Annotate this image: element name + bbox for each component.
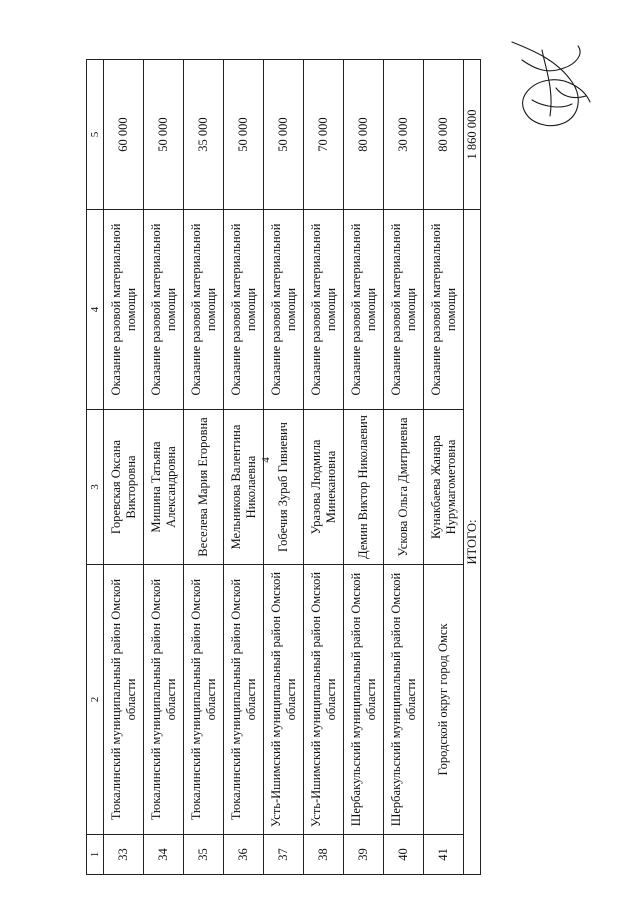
purpose-cell: Оказание разовой материальной помощи bbox=[184, 210, 224, 410]
purpose-cell: Оказание разовой материальной помощи bbox=[224, 210, 264, 410]
district-cell: Шербакульский муниципальный район Омской области bbox=[344, 565, 384, 835]
table-row bbox=[384, 60, 424, 875]
recipient-name-cell: Веселева Мария Егоровна bbox=[184, 410, 224, 565]
purpose-cell: Оказание разовой материальной помощи bbox=[424, 210, 464, 410]
district-cell: Тюкалинский муниципальный район Омской области bbox=[104, 565, 144, 835]
purpose-cell: Оказание разовой материальной помощи bbox=[104, 210, 144, 410]
district-cell: Шербакульский муниципальный район Омской области bbox=[384, 565, 424, 835]
district-cell: Усть-Ишимский муниципальный район Омской области bbox=[304, 565, 344, 835]
district-cell: Тюкалинский муниципальный район Омской области bbox=[224, 565, 264, 835]
column-number-header: 3 bbox=[87, 410, 104, 565]
purpose-cell: Оказание разовой материальной помощи bbox=[304, 210, 344, 410]
purpose-cell: Оказание разовой материальной помощи bbox=[264, 210, 304, 410]
rotated-table-container bbox=[86, 60, 479, 875]
district-cell: Усть-Ишимский муниципальный район Омской области bbox=[264, 565, 304, 835]
recipient-name-cell: Демин Виктор Николаевич bbox=[344, 410, 384, 565]
amount-cell: 50 000 bbox=[144, 60, 184, 210]
amount-cell: 50 000 bbox=[264, 60, 304, 210]
row-number: 33 bbox=[104, 835, 144, 875]
table-row bbox=[344, 60, 384, 875]
column-number-header: 2 bbox=[87, 565, 104, 835]
page-number: 4 bbox=[260, 457, 272, 463]
assistance-table bbox=[86, 59, 481, 875]
recipient-name-cell: Мишина Татьяна Александровна bbox=[144, 410, 184, 565]
amount-cell: 70 000 bbox=[304, 60, 344, 210]
district-cell: Тюкалинский муниципальный район Омской области bbox=[184, 565, 224, 835]
row-number: 34 bbox=[144, 835, 184, 875]
purpose-cell: Оказание разовой материальной помощи bbox=[344, 210, 384, 410]
table-row bbox=[144, 60, 184, 875]
purpose-cell: Оказание разовой материальной помощи bbox=[384, 210, 424, 410]
total-label: ИТОГО: bbox=[464, 210, 481, 875]
recipient-name-cell: Мельникова Валентина Николаевна bbox=[224, 410, 264, 565]
table-row bbox=[424, 60, 464, 875]
row-number: 40 bbox=[384, 835, 424, 875]
purpose-cell: Оказание разовой материальной помощи bbox=[144, 210, 184, 410]
row-number: 36 bbox=[224, 835, 264, 875]
row-number: 39 bbox=[344, 835, 384, 875]
amount-cell: 80 000 bbox=[344, 60, 384, 210]
column-number-header: 5 bbox=[87, 60, 104, 210]
table-row bbox=[224, 60, 264, 875]
recipient-name-cell: Ускова Ольга Дмитриевна bbox=[384, 410, 424, 565]
table-row bbox=[264, 60, 304, 875]
table-row bbox=[104, 60, 144, 875]
amount-cell: 30 000 bbox=[384, 60, 424, 210]
row-number: 38 bbox=[304, 835, 344, 875]
amount-cell: 80 000 bbox=[424, 60, 464, 210]
row-number: 35 bbox=[184, 835, 224, 875]
column-number-header: 1 bbox=[87, 835, 104, 875]
column-number-row bbox=[87, 60, 104, 875]
recipient-name-cell: Уразова Людмила Минекановна bbox=[304, 410, 344, 565]
amount-cell: 50 000 bbox=[224, 60, 264, 210]
recipient-name-cell: Кунакбаева Жанара Нурумагометовна bbox=[424, 410, 464, 565]
row-number: 37 bbox=[264, 835, 304, 875]
handwritten-signature bbox=[502, 30, 598, 134]
district-cell: Городской округ город Омск bbox=[424, 565, 464, 835]
table-row bbox=[184, 60, 224, 875]
total-value: 1 860 000 bbox=[464, 60, 481, 210]
column-number-header: 4 bbox=[87, 210, 104, 410]
district-cell: Тюкалинский муниципальный район Омской области bbox=[144, 565, 184, 835]
row-number: 41 bbox=[424, 835, 464, 875]
table-row bbox=[304, 60, 344, 875]
amount-cell: 60 000 bbox=[104, 60, 144, 210]
recipient-name-cell: Горевская Оксана Викторовна bbox=[104, 410, 144, 565]
total-row bbox=[464, 60, 481, 875]
recipient-name-cell: Гобечия Зураб Гивиевич bbox=[264, 410, 304, 565]
amount-cell: 35 000 bbox=[184, 60, 224, 210]
